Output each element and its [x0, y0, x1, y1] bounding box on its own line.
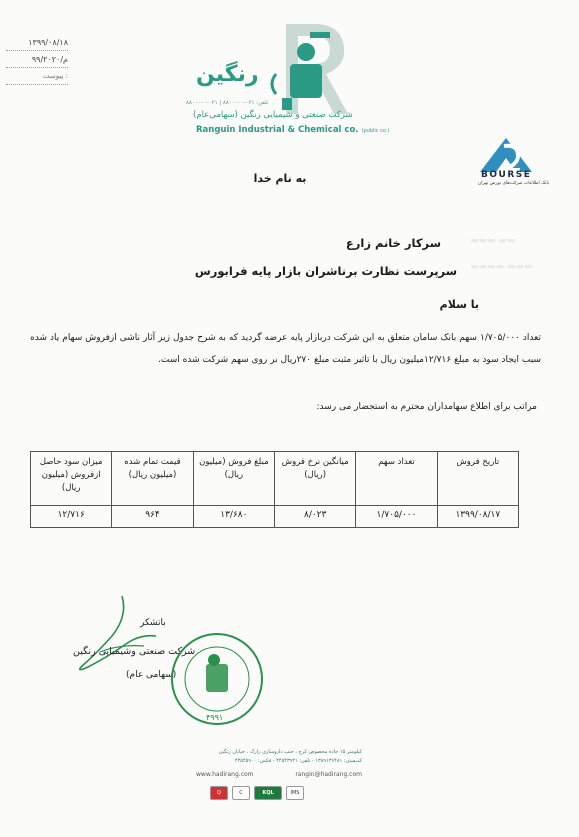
company-name-fa: شرکت صنعتی و شیمیایی رنگین (سهامی‌عام)	[193, 110, 353, 120]
footer-email: rangin@hadirang.com	[295, 771, 362, 778]
addressee-name: سرکار خانم زارع	[345, 236, 441, 250]
logo-contact-line: تلفن: ۰۲۱-۸۸۰۰۰۰۰ | ۰۲۱-۸۸۰۰۰۰۰	[186, 100, 269, 106]
footer-phones: کدپستی: ۱۳۸۹۱۳۶۴۸۱ - تلفن: ۴۴۵۴۳۹۲۱ - فکس: ۴۴۵۴۵۹۰۰	[234, 758, 362, 764]
bismillah-heading: به نام خدا	[253, 172, 307, 185]
header-profit: میزان سود حاصل ازفروش (میلیون ریال)	[31, 452, 112, 506]
table-row	[31, 506, 519, 528]
certification-badge: KQL	[254, 786, 282, 800]
greeting: با سلام	[439, 298, 479, 311]
header-avg-price: میانگین نرخ فروش (ریال)	[275, 452, 356, 506]
handwritten-signature	[60, 590, 180, 680]
cell-cost: ۹۶۴	[112, 506, 193, 528]
header-cost: قیمت تمام شده (میلیون ریال)	[112, 452, 193, 506]
stamp-number: ۴۹۹۱	[206, 713, 224, 722]
company-stamp	[168, 630, 266, 728]
footer-website: www.hadirang.com	[196, 771, 254, 778]
date-field: ۱۳۹۹/۰۸/۱۸	[6, 34, 68, 51]
footer-address: کیلومتر ۱۵ جاده مخصوص کرج ، جنب داروسازی رازک ، خیابان رنگین	[218, 749, 362, 755]
header-sale-amount: مبلغ فروش (میلیون ریال)	[193, 452, 274, 506]
company-name-en-suffix: (public co.)	[361, 128, 390, 134]
bourse-wordmark: BOURSE	[481, 170, 532, 180]
rangin-wordmark: رنگین	[196, 62, 259, 87]
header-sale-date: تاریخ فروش	[437, 452, 518, 506]
cell-share-count: ۱/۷۰۵/۰۰۰	[356, 506, 437, 528]
addressee-title: سرپرست نظارت برناشران بازار پایه فرابورس	[194, 264, 457, 278]
closing-company-type: (سهامی عام)	[126, 670, 177, 680]
company-name-en-text: Ranguin Industrial & Chemical co.	[196, 125, 359, 135]
company-name-en	[196, 125, 389, 135]
cell-sale-amount: ۱۳/۶۸۰	[193, 506, 274, 528]
intro-line: مراتب برای اطلاع سهامداران محترم به استحضار می رسد:	[316, 402, 537, 412]
letter-footer	[196, 748, 362, 810]
certification-badge: C	[232, 786, 250, 800]
closing-company: شرکت صنعتی وشیمیایی رنگین	[73, 646, 196, 657]
closing-thanks: باتشکر	[140, 618, 166, 628]
cell-sale-date: ۱۳۹۹/۰۸/۱۷	[437, 506, 518, 528]
number-field: ۹۹/م/۲۰۲۰	[6, 51, 68, 68]
letter-body: تعداد ۱/۷۰۵/۰۰۰ سهم بانک سامان متعلق به این شرکت دربازار پایه عرضه گردید که به شرح جدول زیر آثار ناشی ازفروش سهام یاد شده سبب ایجاد سود به مبلغ ۱۲/۷۱۶میلیون ریال با تاثیر مثبت مبلغ ۲۷۰ریال بر روی سهم شرکت شده است.	[30, 333, 541, 365]
sales-table	[30, 451, 519, 528]
certification-badge: IMS	[286, 786, 304, 800]
footer-web-row	[196, 770, 362, 779]
cell-profit: ۱۲/۷۱۶	[31, 506, 112, 528]
certification-badge: Q	[210, 786, 228, 800]
header-share-count: تعداد سهم	[356, 452, 437, 506]
bleed-through-mark: ▬▬▬▬ ▬▬▬	[470, 262, 533, 272]
cell-avg-price: ۸/۰۲۳	[275, 506, 356, 528]
attachment-field: پیوست :	[6, 68, 68, 85]
certification-badges	[210, 786, 304, 800]
bleed-through-mark: ▬▬▬ ▬▬	[470, 236, 516, 246]
table-header-row	[31, 452, 519, 506]
letter-meta	[6, 34, 68, 85]
bourse-subtitle: بانک اطلاعات شرکت‌های بورس تهران	[478, 181, 550, 186]
